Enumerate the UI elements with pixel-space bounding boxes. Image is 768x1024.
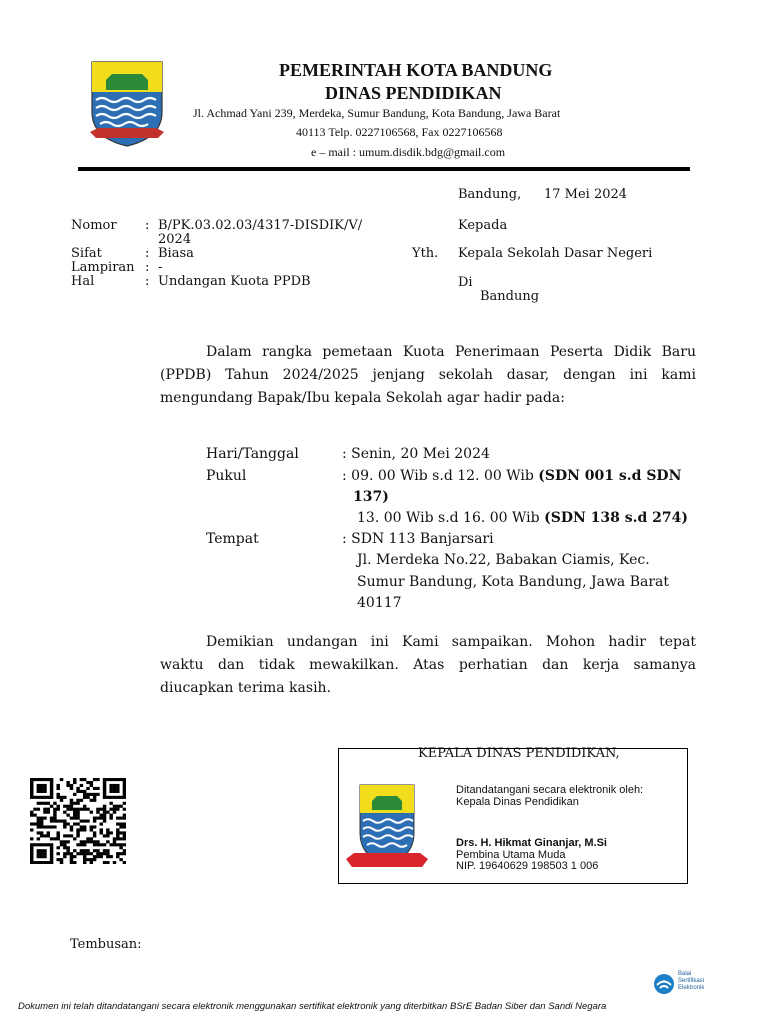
pukul-session-1-schools: (SDN 001 s.d SDN (538, 468, 682, 484)
lampiran-value: - (158, 260, 163, 275)
hari-label: Hari/Tanggal (206, 446, 299, 462)
nomor-value-year: 2024 (158, 232, 192, 247)
tempat-address-2: Sumur Bandung, Kota Bandung, Jawa Barat (357, 574, 670, 590)
qr-code (30, 778, 126, 864)
recipient-yth: Yth. (412, 246, 439, 261)
letterhead-divider (78, 167, 690, 171)
nomor-value: B/PK.03.02.03/4317-DISDIK/V/ (158, 218, 363, 233)
sifat-value: Biasa (158, 246, 194, 261)
tempat-address-1: Jl. Merdeka No.22, Babakan Ciamis, Kec. (357, 552, 650, 568)
bsre-logo-line-2: Sertifikasi (678, 978, 705, 984)
pukul-label: Pukul (206, 468, 247, 484)
pukul-session-1-schools-cont: 137) (353, 489, 389, 505)
e-signature-footer-note: Dokumen ini telah ditandatangani secara elektronik menggunakan sertifikat elektronik yang diterbitkan BSrE Badan Siber dan Sandi Negara (18, 1001, 607, 1012)
e-signature-crest-logo (344, 775, 430, 875)
hal-label: Hal (71, 274, 95, 289)
closing-line-3: diucapkan terima kasih. (160, 680, 332, 696)
bsre-logo-line-3: Elektronik (678, 985, 705, 991)
bsre-logo-line-1: Balai (678, 971, 692, 977)
closing-line-2: waktu dan tidak mewakilkan. Atas perhatian dan kerja samanya (160, 657, 696, 673)
tempat-label: Tempat (206, 531, 259, 547)
pukul-session-2-time: 13. 00 Wib s.d 16. 00 Wib (357, 510, 545, 526)
letterhead-agency: DINAS PENDIDIKAN (325, 83, 502, 103)
signatory-rank: Pembina Utama Muda (456, 849, 566, 861)
signatory-nip: NIP. 19640629 198503 1 006 (456, 860, 599, 872)
tempat-school: : SDN 113 Banjarsari (342, 531, 494, 547)
place: Bandung, (458, 187, 522, 202)
pukul-session-2-schools: (SDN 138 s.d 274) (544, 510, 688, 526)
letterhead-address: Jl. Achmad Yani 239, Merdeka, Sumur Bandung, Kota Bandung, Jawa Barat (193, 106, 561, 120)
recipient-city: Bandung (480, 289, 540, 304)
signatory-title: KEPALA DINAS PENDIDIKAN, (418, 746, 620, 761)
recipient-name: Kepala Sekolah Dasar Negeri (458, 246, 653, 261)
letterhead-phone: 40113 Telp. 0227106568, Fax 0227106568 (296, 125, 503, 139)
hal-value: Undangan Kuota PPDB (158, 274, 311, 289)
city-crest-logo (88, 58, 166, 150)
nomor-label: Nomor (71, 218, 117, 233)
closing-line-1: Demikian undangan ini Kami sampaikan. Mohon hadir tepat (206, 634, 696, 650)
intro-line-1: Dalam rangka pemetaan Kuota Penerimaan Peserta Didik Baru (206, 344, 696, 360)
recipient-kepada: Kepada (458, 218, 508, 233)
sifat-colon: : (145, 246, 150, 261)
letterhead-email: e – mail : umum.disdik.bdg@gmail.com (311, 145, 506, 159)
pukul-session-2 (357, 510, 688, 526)
hari-value: : Senin, 20 Mei 2024 (342, 446, 490, 462)
signed-role: Kepala Dinas Pendidikan (456, 796, 579, 808)
hal-colon: : (145, 274, 150, 289)
lampiran-colon: : (145, 260, 150, 275)
lampiran-label: Lampiran (71, 260, 135, 275)
bsre-logo (652, 970, 732, 996)
letterhead-government: PEMERINTAH KOTA BANDUNG (279, 60, 553, 80)
signed-note: Ditandatangani secara elektronik oleh: (456, 784, 644, 796)
sifat-label: Sifat (71, 246, 102, 261)
signatory-name: Drs. H. Hikmat Ginanjar, M.Si (456, 837, 607, 849)
intro-line-2: (PPDB) Tahun 2024/2025 jenjang sekolah dasar, dengan ini kami (160, 367, 696, 383)
nomor-colon: : (145, 218, 150, 233)
intro-line-3: mengundang Bapak/Ibu kepala Sekolah agar hadir pada: (160, 390, 565, 406)
pukul-session-1 (342, 468, 681, 484)
pukul-session-1-time: : 09. 00 Wib s.d 12. 00 Wib (342, 468, 539, 484)
tembusan-label: Tembusan: (70, 937, 142, 952)
recipient-di: Di (458, 275, 473, 290)
tempat-postcode: 40117 (357, 595, 402, 611)
letter-date: 17 Mei 2024 (544, 187, 628, 202)
